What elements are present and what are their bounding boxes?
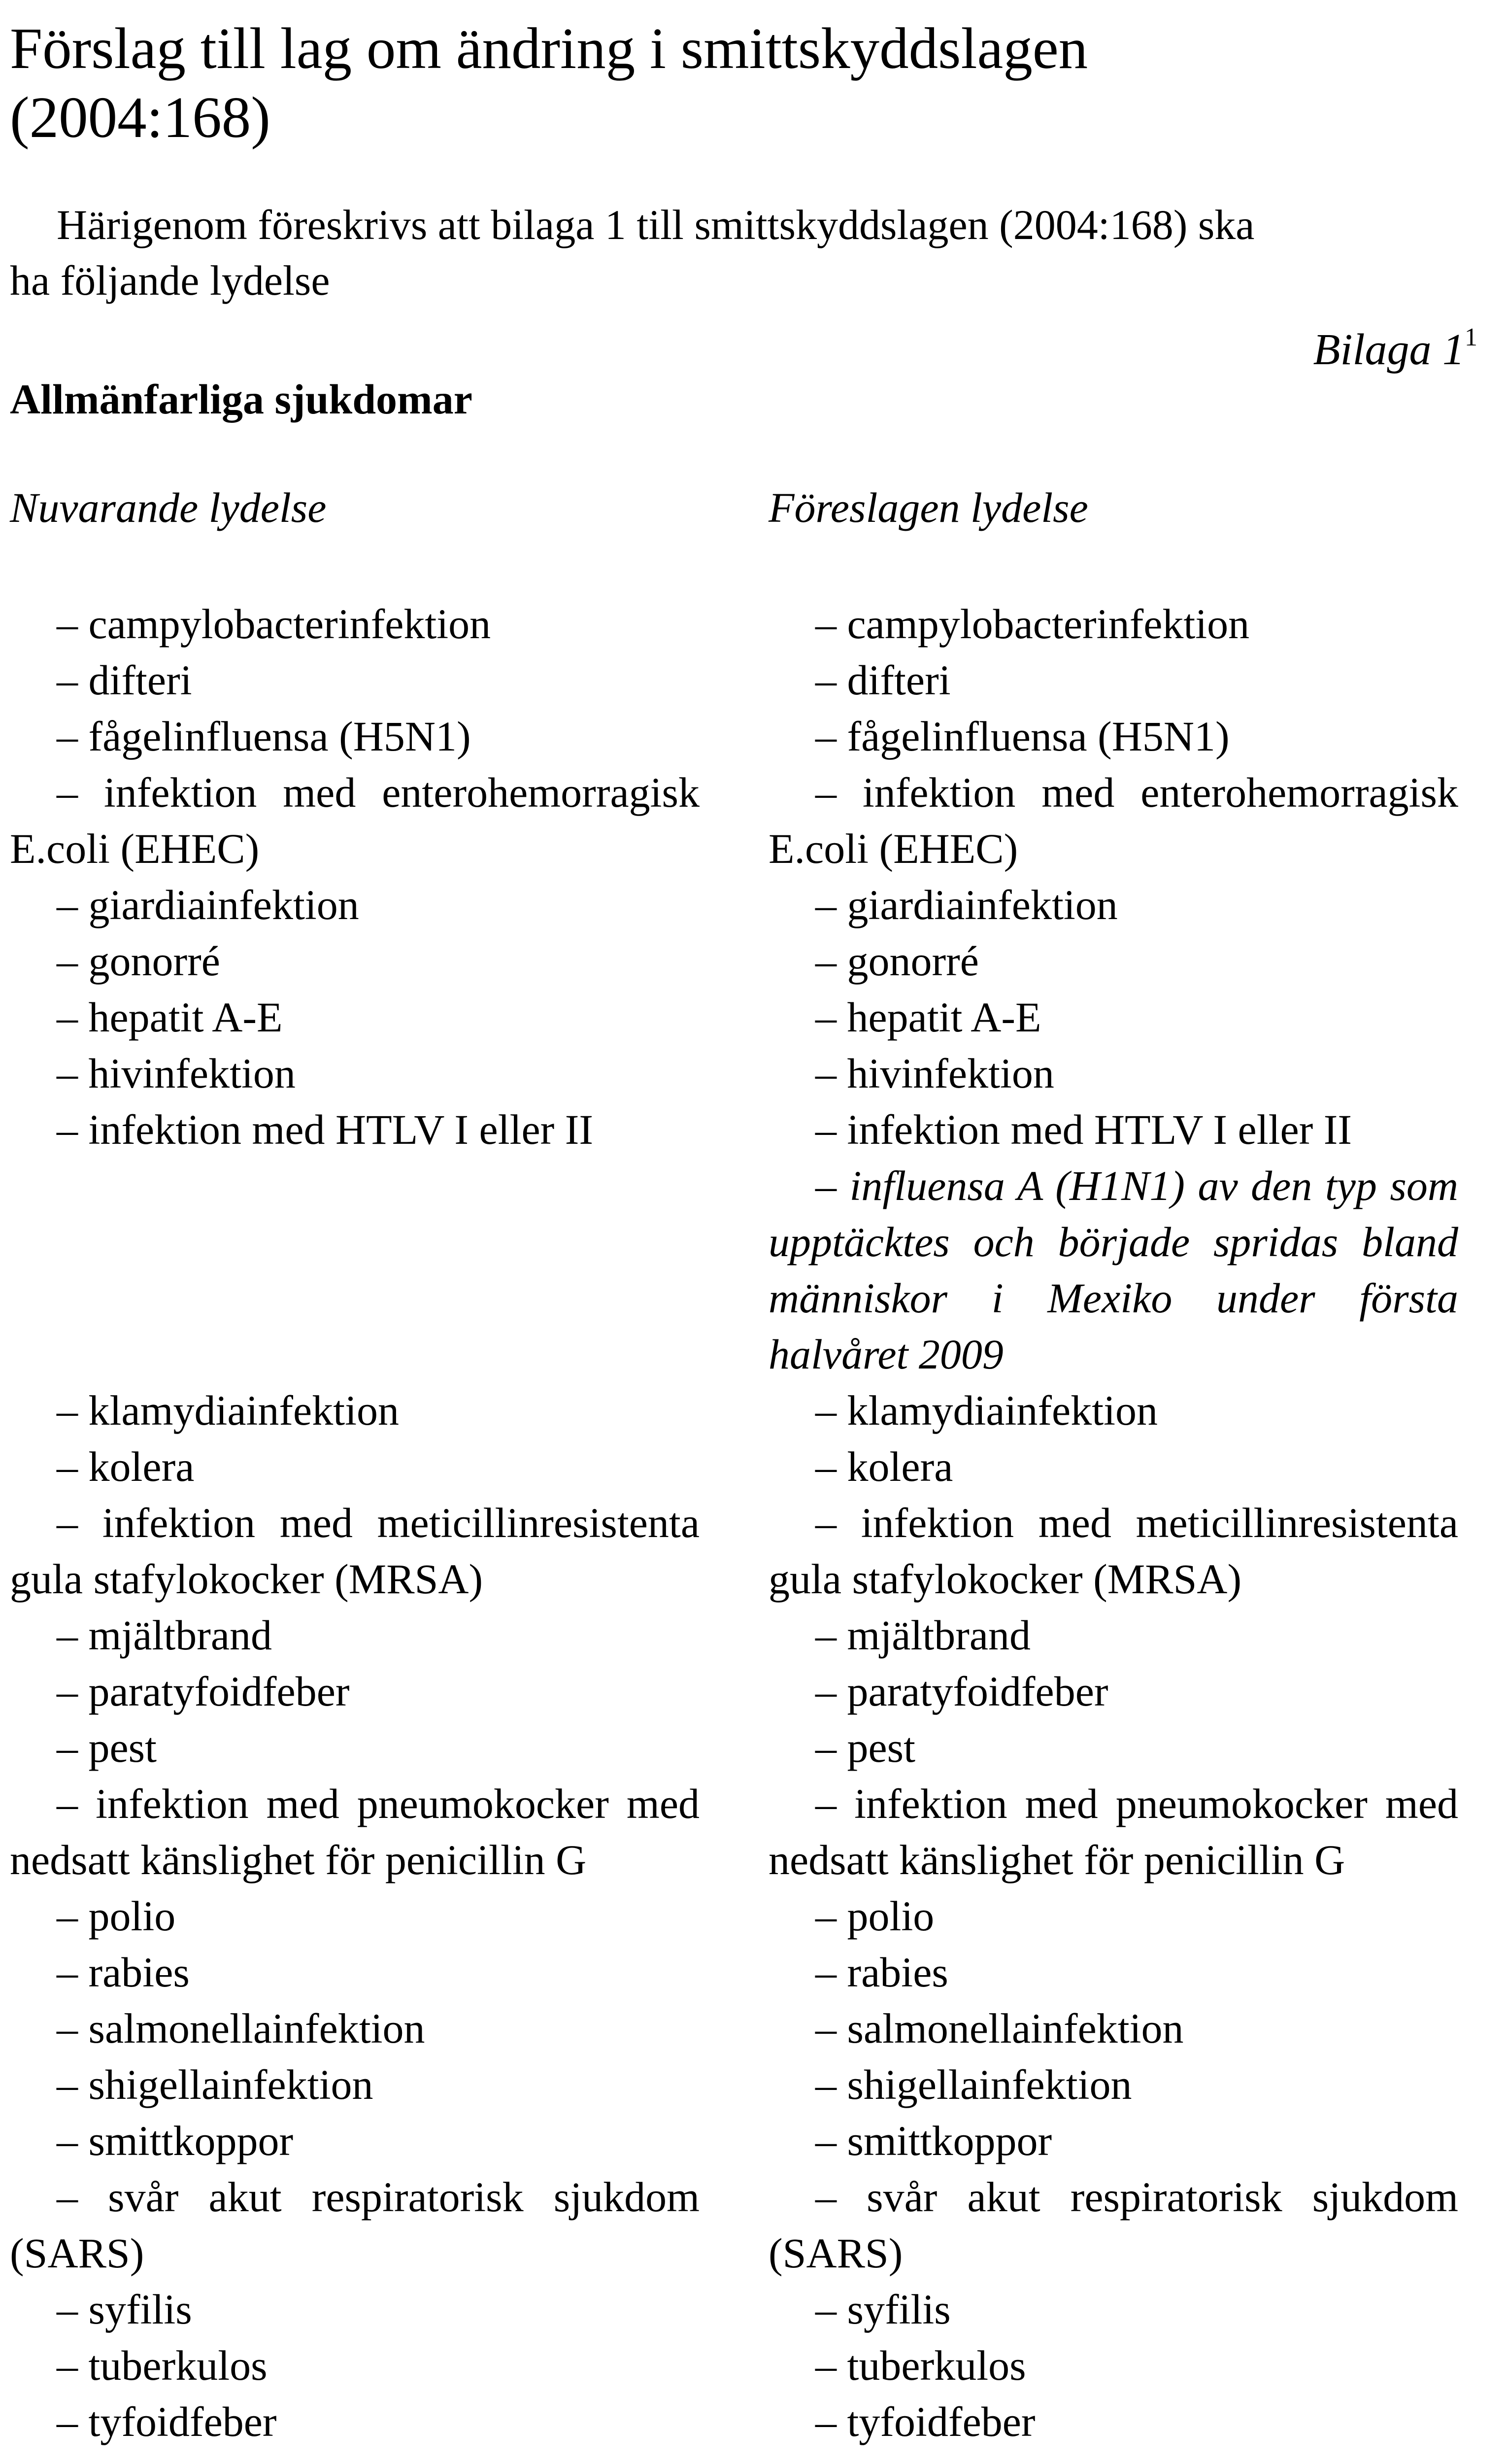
list-item: – salmonellainfektion <box>57 2005 425 2052</box>
list-item: – difteri <box>57 656 192 704</box>
list-item: – difteri <box>815 656 951 704</box>
list-item: – tyfoidfeber <box>57 2398 277 2445</box>
list-item: – mjältbrand <box>815 1611 1031 1659</box>
blank-spacer <box>10 1158 700 1214</box>
list-item: – hivinfektion <box>57 1050 296 1097</box>
list-item: – polio <box>815 1892 935 1940</box>
list-item: – salmonellainfektion <box>815 2005 1184 2052</box>
title-line-1: Förslag till lag om ändring i smittskyddslagen <box>10 16 1088 81</box>
list-item: – fågelinfluensa (H5N1) <box>815 713 1230 760</box>
list-item: – tyfoidfeber <box>815 2398 1036 2445</box>
list-item: – shigellainfektion <box>57 2061 373 2108</box>
list-item: – hepatit A-E <box>57 993 283 1041</box>
list-item: – pest <box>57 1724 157 1771</box>
list-item: – syfilis <box>57 2286 192 2333</box>
list-item: – gonorré <box>815 937 979 985</box>
list-item: – campylobacterinfektion <box>57 600 491 648</box>
new-list-item: – influensa A (H1N1) av den typ som upptäcktes och började spridas bland människor i Mexiko under första halvåret 2009 <box>769 1162 1458 1378</box>
list-item: – polio <box>57 1892 176 1940</box>
list-item: – mjältbrand <box>57 1611 272 1659</box>
list-item: – giardiainfektion <box>57 881 359 928</box>
list-item: – infektion med HTLV I eller II <box>815 1106 1352 1153</box>
list-item: – rabies <box>815 1949 948 1996</box>
list-item: – infektion med meticillinresistenta gula stafylokocker (MRSA) <box>10 1499 700 1603</box>
proposed-wording-heading: Föreslagen lydelse <box>769 484 1088 531</box>
list-item: – kolera <box>815 1443 953 1490</box>
document-title <box>10 14 1439 152</box>
list-item: – svår akut respiratorisk sjukdom (SARS) <box>769 2173 1458 2277</box>
appendix-footnote-ref: 1 <box>1465 323 1477 351</box>
list-item: – infektion med meticillinresistenta gula stafylokocker (MRSA) <box>769 1499 1458 1603</box>
list-item: – infektion med pneumokocker med nedsatt känslighet för penicillin G <box>769 1780 1458 1883</box>
intro-paragraph <box>10 197 1478 308</box>
list-item: – svår akut respiratorisk sjukdom (SARS) <box>10 2173 700 2277</box>
proposed-wording-column <box>769 596 1458 2450</box>
list-item: – fågelinfluensa (H5N1) <box>57 713 471 760</box>
list-item: – smittkoppor <box>57 2117 294 2164</box>
list-item: – klamydiainfektion <box>815 1387 1158 1434</box>
intro-line-2: ha följande lydelse <box>10 257 330 304</box>
list-item: – infektion med enterohemorragisk E.coli (EHEC) <box>769 769 1458 872</box>
list-item: – infektion med pneumokocker med nedsatt känslighet för penicillin G <box>10 1780 700 1883</box>
list-item: – tuberkulos <box>57 2342 268 2389</box>
section-heading: Allmänfarliga sjukdomar <box>10 376 472 423</box>
list-item: – giardiainfektion <box>815 881 1118 928</box>
list-item: – paratyfoidfeber <box>57 1668 350 1715</box>
current-wording-column <box>10 596 700 2450</box>
title-line-2: (2004:168) <box>10 85 270 150</box>
list-item: – hivinfektion <box>815 1050 1054 1097</box>
appendix-label-text: Bilaga 1 <box>1313 325 1465 374</box>
appendix-label <box>1313 310 1478 377</box>
list-item: – infektion med HTLV I eller II <box>57 1106 594 1153</box>
current-wording-heading: Nuvarande lydelse <box>10 484 327 531</box>
list-item: – smittkoppor <box>815 2117 1052 2164</box>
list-item: – shigellainfektion <box>815 2061 1132 2108</box>
list-item: – paratyfoidfeber <box>815 1668 1108 1715</box>
intro-line-1: Härigenom föreskrivs att bilaga 1 till smittskyddslagen (2004:168) ska <box>57 201 1255 248</box>
blank-spacer <box>10 1326 700 1382</box>
list-item: – syfilis <box>815 2286 951 2333</box>
list-item: – hepatit A-E <box>815 993 1041 1041</box>
list-item: – pest <box>815 1724 916 1771</box>
list-item: – gonorré <box>57 937 220 985</box>
list-item: – rabies <box>57 1949 190 1996</box>
blank-spacer <box>10 1214 700 1270</box>
list-item: – kolera <box>57 1443 195 1490</box>
list-item: – klamydiainfektion <box>57 1387 400 1434</box>
blank-spacer <box>10 1270 700 1326</box>
list-item: – campylobacterinfektion <box>815 600 1250 648</box>
list-item: – tuberkulos <box>815 2342 1026 2389</box>
list-item: – infektion med enterohemorragisk E.coli (EHEC) <box>10 769 700 872</box>
